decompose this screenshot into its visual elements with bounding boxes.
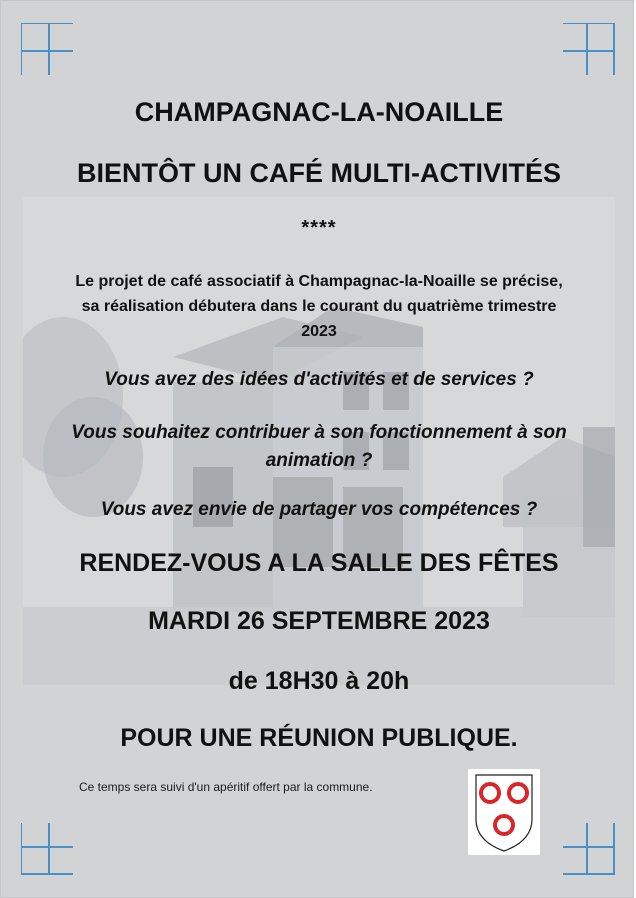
meeting-time: de 18H30 à 20h	[228, 667, 410, 695]
poster-subtitle: BIENTÔT UN CAFÉ MULTI-ACTIVITÉS	[77, 158, 561, 188]
coat-of-arms-icon	[468, 769, 540, 855]
project-paragraph	[31, 269, 607, 344]
footnote: Ce temps sera suivi d'un apéritif offert par la commune.	[79, 780, 373, 794]
poster-title: CHAMPAGNAC-LA-NOAILLE	[134, 97, 504, 127]
question-line: Vous souhaitez contribuer à son fonctionnement à son	[71, 422, 567, 443]
question-contribute	[31, 419, 607, 475]
meeting-type: POUR UNE RÉUNION PUBLIQUE.	[120, 724, 518, 752]
corner-ornament-top-right-icon	[559, 23, 615, 79]
paragraph-line: sa réalisation débutera dans le courant du quatrième trimestre	[81, 298, 557, 315]
paragraph-line: Le projet de café associatif à Champagnac-la-Noaille se précise,	[75, 273, 563, 290]
meeting-date: MARDI 26 SEPTEMBRE 2023	[148, 607, 490, 635]
meeting-place: RENDEZ-VOUS A LA SALLE DES FÊTES	[79, 549, 559, 577]
corner-ornament-top-left-icon	[21, 23, 77, 79]
question-ideas: Vous avez des idées d'activités et de services ?	[104, 369, 534, 390]
corner-ornament-bottom-right-icon	[559, 819, 615, 875]
corner-ornament-bottom-left-icon	[21, 819, 77, 875]
question-line: animation ?	[265, 450, 373, 471]
separator: ****	[301, 217, 337, 239]
question-skills: Vous avez envie de partager vos compétences ?	[100, 499, 538, 520]
paragraph-line: 2023	[301, 323, 337, 340]
